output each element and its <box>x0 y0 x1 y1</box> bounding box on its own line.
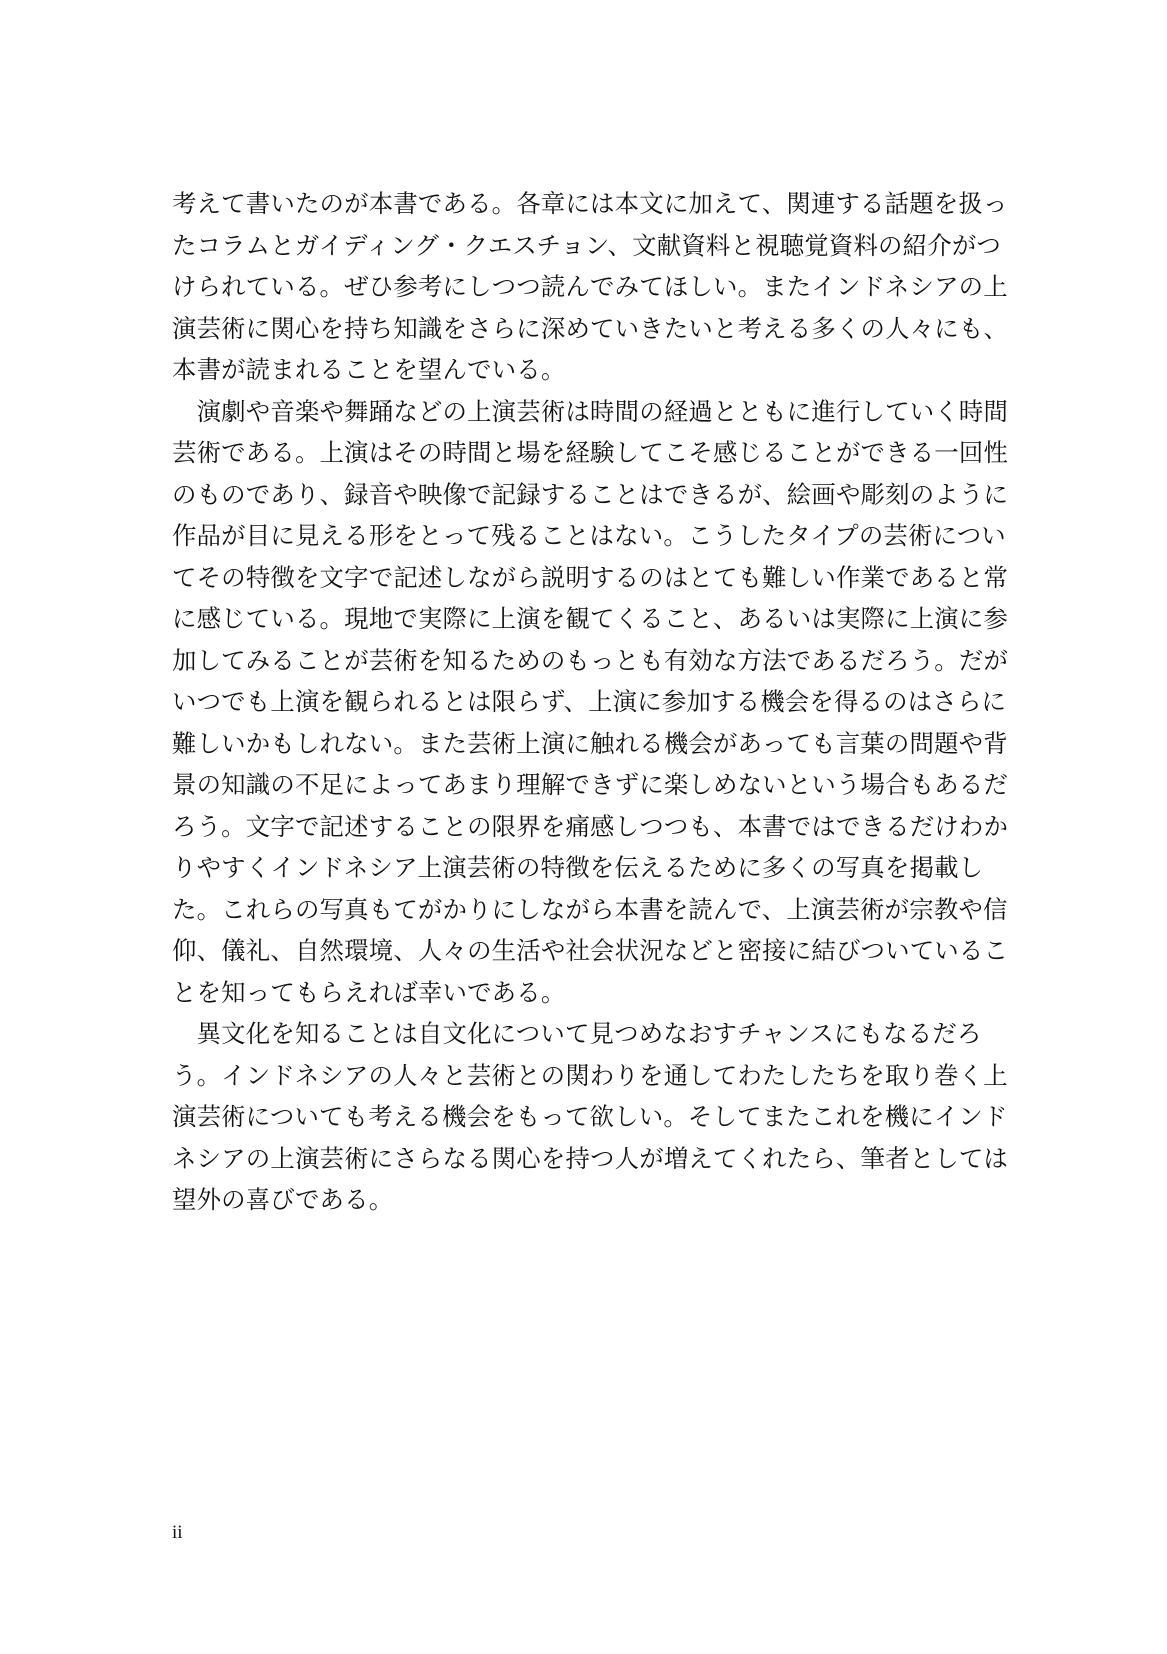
text-line: けられている。ぜひ参考にしつつ読んでみてほしい。またインドネシアの上 <box>172 272 1008 301</box>
text-line: 考えて書いたのが本書である。各章には本文に加えて、関連する話題を扱っ <box>172 189 1008 218</box>
text-line: 加してみることが芸術を知るためのもっとも有効な方法であるだろう。だが <box>172 645 1009 675</box>
text-line: 異文化を知ることは自文化について見つめなおすチャンスにもなるだろ <box>172 1019 982 1048</box>
text-line: 難しいかもしれない。また芸術上演に触れる機会があっても言葉の問題や背 <box>172 728 1008 758</box>
text-line: とを知ってもらえれば幸いである。 <box>172 977 566 1007</box>
text-line: ネシアの上演芸術にさらなる関心を持つ人が増えてくれたら、筆者としては <box>172 1143 1009 1173</box>
text-line: 演芸術に関心を持ち知識をさらに深めていきたいと考える多くの人々にも、 <box>172 313 1009 343</box>
text-line: 演芸術についても考える機会をもって欲しい。そしてまたこれを機にインド <box>172 1102 1008 1131</box>
text-line: てその特徴を文字で記述しながら説明するのはとても難しい作業であると常 <box>172 562 1009 592</box>
text-line: 演劇や音楽や舞踊などの上演芸術は時間の経過とともに進行していく時間 <box>172 396 1009 426</box>
text-line: たコラムとガイディング・クエスチョン、文献資料と視聴覚資料の紹介がつ <box>172 230 1002 260</box>
text-line: いつでも上演を観られるとは限らず、上演に参加する機会を得るのはさらに <box>172 687 1007 716</box>
text-line: 望外の喜びである。 <box>172 1185 394 1214</box>
text-line: 作品が目に見える形をとって残ることはない。こうしたタイプの芸術につい <box>172 521 1006 550</box>
text-line: 景の知識の不足によってあまり理解できずに楽しめないという場合もあるだ <box>172 770 1009 799</box>
text-line: ろう。文字で記述することの限界を痛感しつつも、本書ではできるだけわか <box>172 811 1009 841</box>
text-line: う。インドネシアの人々と芸術との関わりを通してわたしたちを取り巻く上 <box>172 1060 1008 1090</box>
text-line: のものであり、録音や映像で記録することはできるが、絵画や彫刻のように <box>172 479 1009 509</box>
text-line: りやすくインドネシア上演芸術の特徴を伝えるために多くの写真を掲載し <box>172 853 984 882</box>
text-line: に感じている。現地で実際に上演を観てくること、あるいは実際に上演に参 <box>172 604 1009 633</box>
text-line: 芸術である。上演はその時間と場を経験してこそ感じることができる一回性 <box>172 438 1009 467</box>
text-line: た。これらの写真もてがかりにしながら本書を読んで、上演芸術が宗教や信 <box>172 894 1008 924</box>
page-number: ii <box>172 1522 183 1543</box>
body-text <box>172 183 1009 1221</box>
text-line: 本書が読まれることを望んでいる。 <box>172 355 566 384</box>
text-line: 仰、儀礼、自然環境、人々の生活や社会状況などと密接に結びついているこ <box>172 936 1009 965</box>
